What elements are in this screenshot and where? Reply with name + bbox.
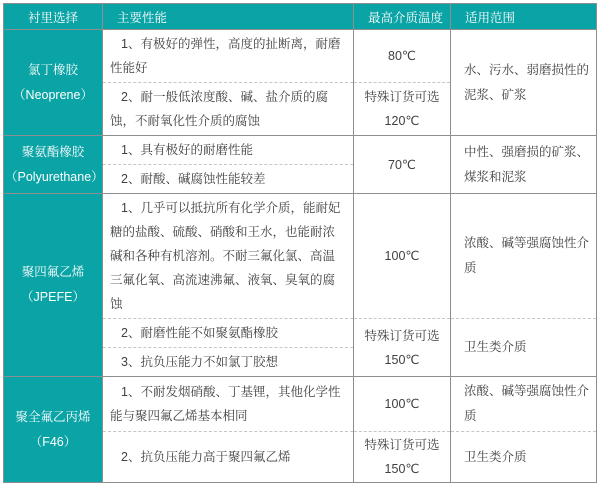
material-name-en: （F46） <box>29 434 77 449</box>
material-name-cn: 聚氨酯橡胶 <box>21 144 85 159</box>
temperature-cell <box>354 319 451 377</box>
performance-cell: 2、耐磨性能不如聚氨酯橡胶 <box>103 319 354 348</box>
header-lining-select: 衬里选择 <box>4 4 103 30</box>
performance-cell: 1、不耐发烟硝酸、丁基锂，其他化学性能与聚四氟乙烯基本相同 <box>103 377 354 432</box>
table-row <box>4 194 597 319</box>
temperature-cell: 70℃ <box>354 136 451 194</box>
temp-line-1: 特殊订货可选 <box>364 90 440 104</box>
temp-line-2: 120℃ <box>384 114 420 128</box>
application-cell: 水、污水、弱磨损性的泥浆、矿浆 <box>451 30 597 136</box>
material-name-en: （JPEFE） <box>21 290 85 304</box>
material-name-cn: 聚四氟乙烯 <box>21 265 85 279</box>
table-row <box>4 30 597 83</box>
temperature-cell <box>354 432 451 483</box>
temp-line-2: 150℃ <box>384 352 420 367</box>
header-row <box>4 4 597 30</box>
performance-cell: 2、耐一般低浓度酸、碱、盐介质的腐蚀，不耐氧化性介质的腐蚀 <box>103 83 354 136</box>
temp-line-2: 150℃ <box>384 462 420 476</box>
temperature-cell: 100℃ <box>354 377 451 432</box>
performance-cell: 1、有极好的弹性，高度的扯断离，耐磨性能好 <box>103 30 354 83</box>
application-cell: 浓酸、碱等强腐蚀性介质 <box>451 377 597 432</box>
performance-cell: 3、抗负压能力不如氯丁胶想 <box>103 348 354 377</box>
material-name-en: （Polyurethane） <box>5 169 104 184</box>
application-cell: 卫生类介质 <box>451 432 597 483</box>
header-application-range: 适用范围 <box>451 4 597 30</box>
temperature-cell: 100℃ <box>354 194 451 319</box>
application-cell: 卫生类介质 <box>451 319 597 377</box>
lining-selection-table <box>3 3 597 483</box>
material-neoprene <box>4 30 103 136</box>
header-max-medium-temp: 最高介质温度 <box>354 4 451 30</box>
material-name-cn: 氯丁橡胶 <box>27 62 78 77</box>
application-cell: 中性、强磨损的矿浆、煤浆和泥浆 <box>451 136 597 194</box>
material-f46 <box>4 377 103 483</box>
table-row <box>4 136 597 165</box>
header-main-performance: 主要性能 <box>103 4 354 30</box>
material-name-cn: 聚全氟乙丙烯 <box>15 409 91 424</box>
temp-line-1: 特殊订货可选 <box>364 438 440 452</box>
performance-cell: 2、抗负压能力高于聚四氟乙烯 <box>103 432 354 483</box>
temperature-cell <box>354 83 451 136</box>
material-ptfe <box>4 194 103 377</box>
temp-line-1: 特殊订货可选 <box>364 328 440 343</box>
performance-cell: 1、具有极好的耐磨性能 <box>103 136 354 165</box>
material-polyurethane <box>4 136 103 194</box>
performance-cell: 2、耐酸、碱腐蚀性能较差 <box>103 165 354 194</box>
performance-cell: 1、几乎可以抵抗所有化学介质，能耐妃糖的盐酸、硫酸、硝酸和王水，也能耐浓碱和各种有机溶剂。不耐三氟化氯、高温三氟化氧、高流速沸氟、液氧、臭氧的腐蚀 <box>103 194 354 319</box>
temperature-cell: 80℃ <box>354 30 451 83</box>
application-cell: 浓酸、碱等强腐蚀性介质 <box>451 194 597 319</box>
table-row <box>4 377 597 432</box>
material-name-en: （Neoprene） <box>13 87 93 102</box>
